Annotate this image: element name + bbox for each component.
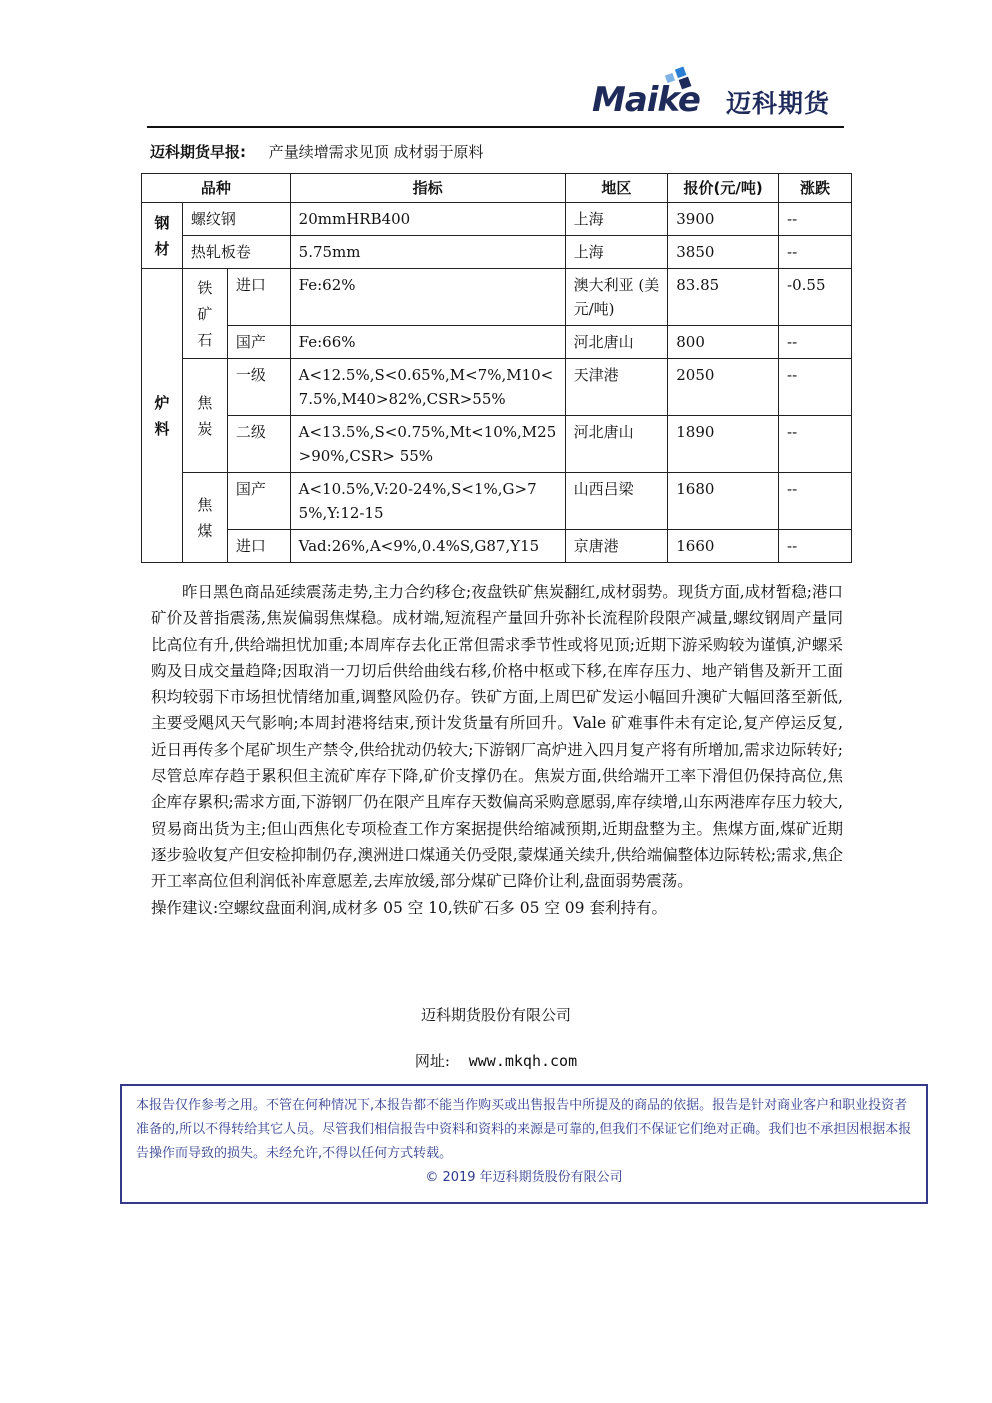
product-name: 一级 <box>227 359 290 416</box>
price-table <box>141 173 852 563</box>
header-divider <box>147 126 844 128</box>
product-spec: A<10.5%,V:20-24%,S<1%,G>75%,Y:12-15 <box>290 473 565 530</box>
category-furnace: 炉 料 <box>142 269 183 563</box>
product-change: -- <box>779 326 852 359</box>
disclaimer-text: 本报告仅作参考之用。不管在何种情况下,本报告都不能当作购买或出售报告中所提及的商品的依据。报告是针对商业客户和职业投资者准备的,所以不得转给其它人员。尽管我们相信报告中资料和资料的来源是可靠的,但我们不保证它们绝对正确。我们也不承担因根据本报告操作而导致的损失。未经允许,不得以任何方式转载。 <box>136 1098 912 1161</box>
logo-chinese-name: 迈科期货 <box>726 89 831 118</box>
logo-text: Maike <box>592 80 700 120</box>
product-region: 山西吕梁 <box>565 473 668 530</box>
product-price: 800 <box>668 326 779 359</box>
product-change: -0.55 <box>779 269 852 326</box>
website-link[interactable]: www.mkqh.com <box>468 1052 578 1070</box>
product-spec: A<13.5%,S<0.75%,Mt<10%,M25>90%,CSR> 55% <box>290 416 565 473</box>
product-spec: Fe:62% <box>290 269 565 326</box>
product-spec: 20mmHRB400 <box>290 203 565 236</box>
table-header-row <box>142 174 852 203</box>
product-change: -- <box>779 203 852 236</box>
product-region: 京唐港 <box>565 530 668 563</box>
product-region: 河北唐山 <box>565 416 668 473</box>
table-row <box>142 473 852 530</box>
website-line <box>0 1050 992 1071</box>
product-name: 进口 <box>227 530 290 563</box>
table-row <box>142 359 852 416</box>
report-title <box>150 141 484 162</box>
product-price: 83.85 <box>668 269 779 326</box>
product-spec: A<12.5%,S<0.65%,M<7%,M10<7.5%,M40>82%,CSR>55% <box>290 359 565 416</box>
company-logo <box>592 72 852 122</box>
product-price: 1680 <box>668 473 779 530</box>
product-change: -- <box>779 473 852 530</box>
product-spec: Fe:66% <box>290 326 565 359</box>
product-region: 河北唐山 <box>565 326 668 359</box>
header-change: 涨跌 <box>779 174 852 203</box>
subcategory-iron-ore: 铁 矿 石 <box>182 269 227 359</box>
product-price: 3900 <box>668 203 779 236</box>
product-change: -- <box>779 236 852 269</box>
product-region: 上海 <box>565 203 668 236</box>
table-row <box>142 269 852 326</box>
header-price: 报价(元/吨) <box>668 174 779 203</box>
table-row <box>142 203 852 236</box>
market-commentary <box>151 579 843 921</box>
header-variety: 品种 <box>142 174 291 203</box>
product-price: 1660 <box>668 530 779 563</box>
product-spec: Vad:26%,A<9%,0.4%S,G87,Y15 <box>290 530 565 563</box>
product-name: 热轧板卷 <box>182 236 290 269</box>
product-name: 国产 <box>227 326 290 359</box>
copyright-notice: © 2019 年迈科期货股份有限公司 <box>425 1170 623 1185</box>
trading-advice: 操作建议:空螺纹盘面利润,成材多 05 空 10,铁矿石多 05 空 09 套利持有。 <box>151 898 667 917</box>
commentary-paragraph: 昨日黑色商品延续震荡走势,主力合约移仓;夜盘铁矿焦炭翻红,成材弱势。现货方面,成材暂稳;港口矿价及普指震荡,焦炭偏弱焦煤稳。成材端,短流程产量回升弥补长流程阶段限产减量,螺纹钢周产量同比高位有升,供给端担忧加重;本周库存去化正常但需求季节性或将见顶;近期下游采购较为谨慎,沪螺采购及日成交量趋降;因取消一刀切后供给曲线右移,价格中枢或下移,在库存压力、地产销售及新开工面积均较弱下市场担忧情绪加重,调整风险仍存。铁矿方面,上周巴矿发运小幅回升澳矿大幅回落至新低,主要受飓风天气影响;本周封港将结束,预计发货量有所回升。Vale 矿难事件未有定论,复产停运反复,近日再传多个尾矿坝生产禁令,供给扰动仍较大;下游钢厂高炉进入四月复产将有所增加,需求边际转好;尽管总库存趋于累积但主流矿库存下降,矿价支撑仍在。焦炭方面,供给端开工率下滑但仍保持高位,焦企库存累积;需求方面,下游钢厂仍在限产且库存天数偏高采购意愿弱,库存续增,山东两港库存压力较大,贸易商出货为主;但山西焦化专项检查工作方案据提供给缩减预期,近期盘整为主。焦煤方面,煤矿近期逐步验收复产但安检抑制仍存,澳洲进口煤通关仍受限,蒙煤通关续升,供给端偏整体边际转松;需求,焦企开工率高位但利润低补库意愿差,去库放缓,部分煤矿已降价让利,盘面弱势震荡。 <box>151 583 843 891</box>
product-spec: 5.75mm <box>290 236 565 269</box>
product-price: 2050 <box>668 359 779 416</box>
subcategory-coking-coal: 焦 煤 <box>182 473 227 563</box>
product-region: 上海 <box>565 236 668 269</box>
table-row <box>142 416 852 473</box>
table-row <box>142 530 852 563</box>
subcategory-coke: 焦 炭 <box>182 359 227 473</box>
product-price: 3850 <box>668 236 779 269</box>
product-change: -- <box>779 416 852 473</box>
product-region: 澳大利亚 (美元/吨) <box>565 269 668 326</box>
product-region: 天津港 <box>565 359 668 416</box>
category-steel: 钢 材 <box>142 203 183 269</box>
header-region: 地区 <box>565 174 668 203</box>
report-title-headline: 产量续增需求见顶 成材弱于原料 <box>268 143 484 161</box>
product-name: 二级 <box>227 416 290 473</box>
product-name: 螺纹钢 <box>182 203 290 236</box>
product-name: 进口 <box>227 269 290 326</box>
report-title-lead: 迈科期货早报: <box>150 143 246 161</box>
product-change: -- <box>779 530 852 563</box>
product-change: -- <box>779 359 852 416</box>
product-name: 国产 <box>227 473 290 530</box>
product-price: 1890 <box>668 416 779 473</box>
disclaimer-box <box>120 1084 928 1204</box>
table-row <box>142 236 852 269</box>
website-label: 网址: <box>414 1052 450 1070</box>
company-name: 迈科期货股份有限公司 <box>420 1006 571 1024</box>
header-spec: 指标 <box>290 174 565 203</box>
table-row <box>142 326 852 359</box>
